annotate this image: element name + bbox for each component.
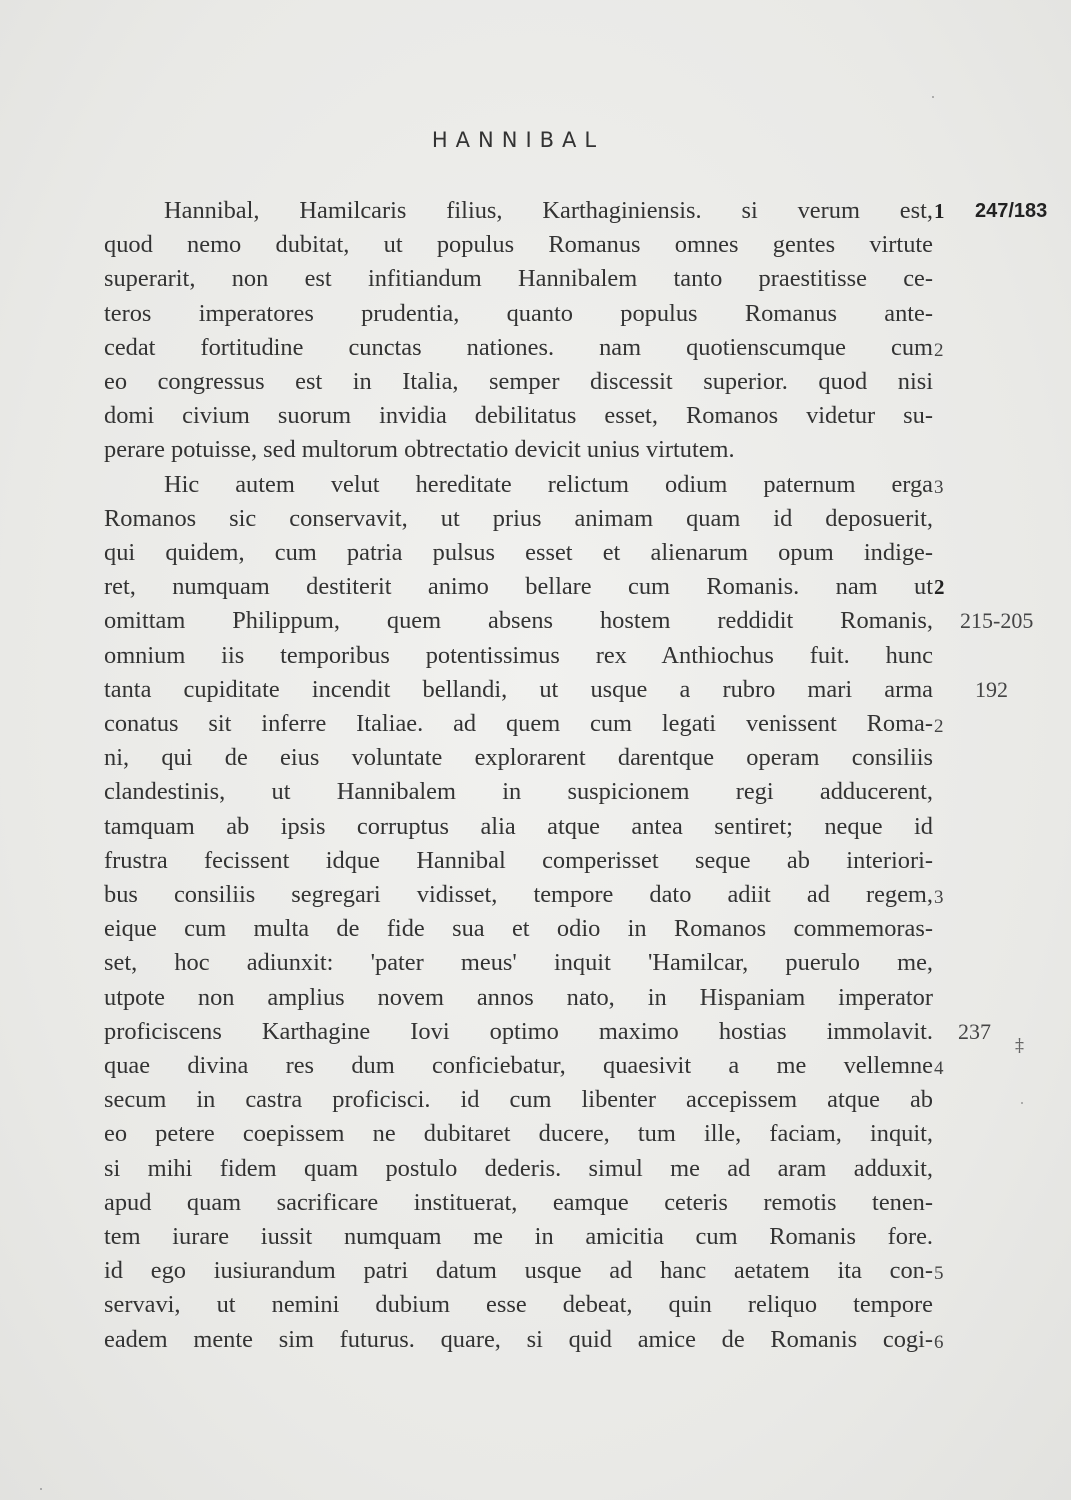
text-line: eique cum multa de fide sua et odio in Romanos commemoras-	[104, 915, 933, 943]
text-line: superarit, non est infitiandum Hannibalem tanto praestitisse ce-	[104, 265, 933, 293]
section-number: 6	[934, 1331, 944, 1353]
text-line: omittam Philippum, quem absens hostem reddidit Romanis,	[104, 607, 933, 635]
text-line: bus consiliis segregari vidisset, tempore dato adiit ad regem,	[104, 881, 933, 908]
text-line: Hic autem velut hereditate relictum odium paternum erga	[164, 470, 933, 498]
text-line: Hannibal, Hamilcaris filius, Karthaginiensis. si verum est,	[164, 197, 933, 224]
section-number: 3	[934, 476, 944, 498]
text-line: perare potuisse, sed multorum obtrectatio devicit unius virtutem.	[104, 436, 735, 464]
section-number: 2	[934, 716, 944, 737]
paper-speck	[932, 96, 934, 98]
text-line: si mihi fidem quam postulo dederis. simul me ad aram adduxit,	[104, 1154, 933, 1182]
text-line: qui quidem, cum patria pulsus esset et alienarum opum indige-	[104, 539, 933, 566]
margin-date: 237	[958, 1018, 991, 1044]
text-line: clandestinis, ut Hannibalem in suspicionem regi adducerent,	[104, 778, 933, 806]
section-number: 3	[934, 887, 944, 908]
text-line: tamquam ab ipsis corruptus alia atque antea sentiret; neque id	[104, 812, 933, 840]
margin-date: 215-205	[960, 608, 1034, 634]
section-number: 2	[934, 575, 945, 600]
text-line: utpote non amplius novem annos nato, in Hispaniam imperator	[104, 983, 933, 1011]
stray-mark: ‡	[1015, 1035, 1024, 1056]
text-line: servavi, ut nemini dubium esse debeat, quin reliquo tempore	[104, 1291, 933, 1319]
text-line: set, hoc adiunxit: 'pater meus' inquit 'Hamilcar, puerulo me,	[104, 949, 933, 977]
text-line: tanta cupiditate incendit bellandi, ut usque a rubro mari arma	[104, 675, 933, 703]
page-title: HANNIBAL	[431, 128, 605, 152]
text-line: eo congressus est in Italia, semper discessit superior. quod nisi	[104, 368, 933, 395]
text-line: tem iurare iussit numquam me in amicitia cum Romanis fore.	[104, 1223, 933, 1250]
text-line: id ego iusiurandum patri datum usque ad hanc aetatem ita con-	[104, 1257, 933, 1285]
margin-date: 192	[975, 676, 1008, 702]
text-line: frustra fecissent idque Hannibal comperisset seque ab interiori-	[104, 846, 933, 874]
text-line: quae divina res dum conficiebatur, quaesivit a me vellemne	[104, 1052, 933, 1079]
text-line: proficiscens Karthagine Iovi optimo maximo hostias immolavit.	[104, 1017, 933, 1045]
text-line: omnium iis temporibus potentissimus rex Anthiochus fuit. hunc	[104, 641, 933, 669]
text-line: eo petere coepissem ne dubitaret ducere, tum ille, faciam, inquit,	[104, 1120, 933, 1148]
section-number: 5	[934, 1263, 944, 1285]
text-line: secum in castra proficisci. id cum libenter accepissem atque ab	[104, 1086, 933, 1114]
text-line: teros imperatores prudentia, quanto populus Romanus ante-	[104, 299, 933, 327]
text-line: domi civium suorum invidia debilitatus esset, Romanos videtur su-	[104, 402, 933, 430]
text-line: conatus sit inferre Italiae. ad quem cum legati venissent Roma-	[104, 710, 933, 737]
text-line: cedat fortitudine cunctas nationes. nam quotienscumque cum	[104, 333, 933, 361]
text-line: apud quam sacrificare instituerat, eamque ceteris remotis tenen-	[104, 1188, 933, 1216]
text-line: ni, qui de eius voluntate explorarent darentque operam consiliis	[104, 744, 933, 772]
text-line: ret, numquam destiterit animo bellare cum Romanis. nam ut	[104, 573, 933, 601]
paper-speck	[40, 1488, 42, 1490]
paper-speck	[1021, 1102, 1023, 1104]
section-number: 1	[934, 199, 945, 223]
text-line: Romanos sic conservavit, ut prius animam quam id deposuerit,	[104, 504, 933, 532]
section-number: 2	[934, 339, 944, 361]
section-number: 4	[934, 1058, 944, 1079]
margin-date: 247/183	[975, 200, 1048, 222]
text-line: eadem mente sim futurus. quare, si quid amice de Romanis cogi-	[104, 1325, 933, 1353]
text-line: quod nemo dubitat, ut populus Romanus omnes gentes virtute	[104, 231, 933, 259]
